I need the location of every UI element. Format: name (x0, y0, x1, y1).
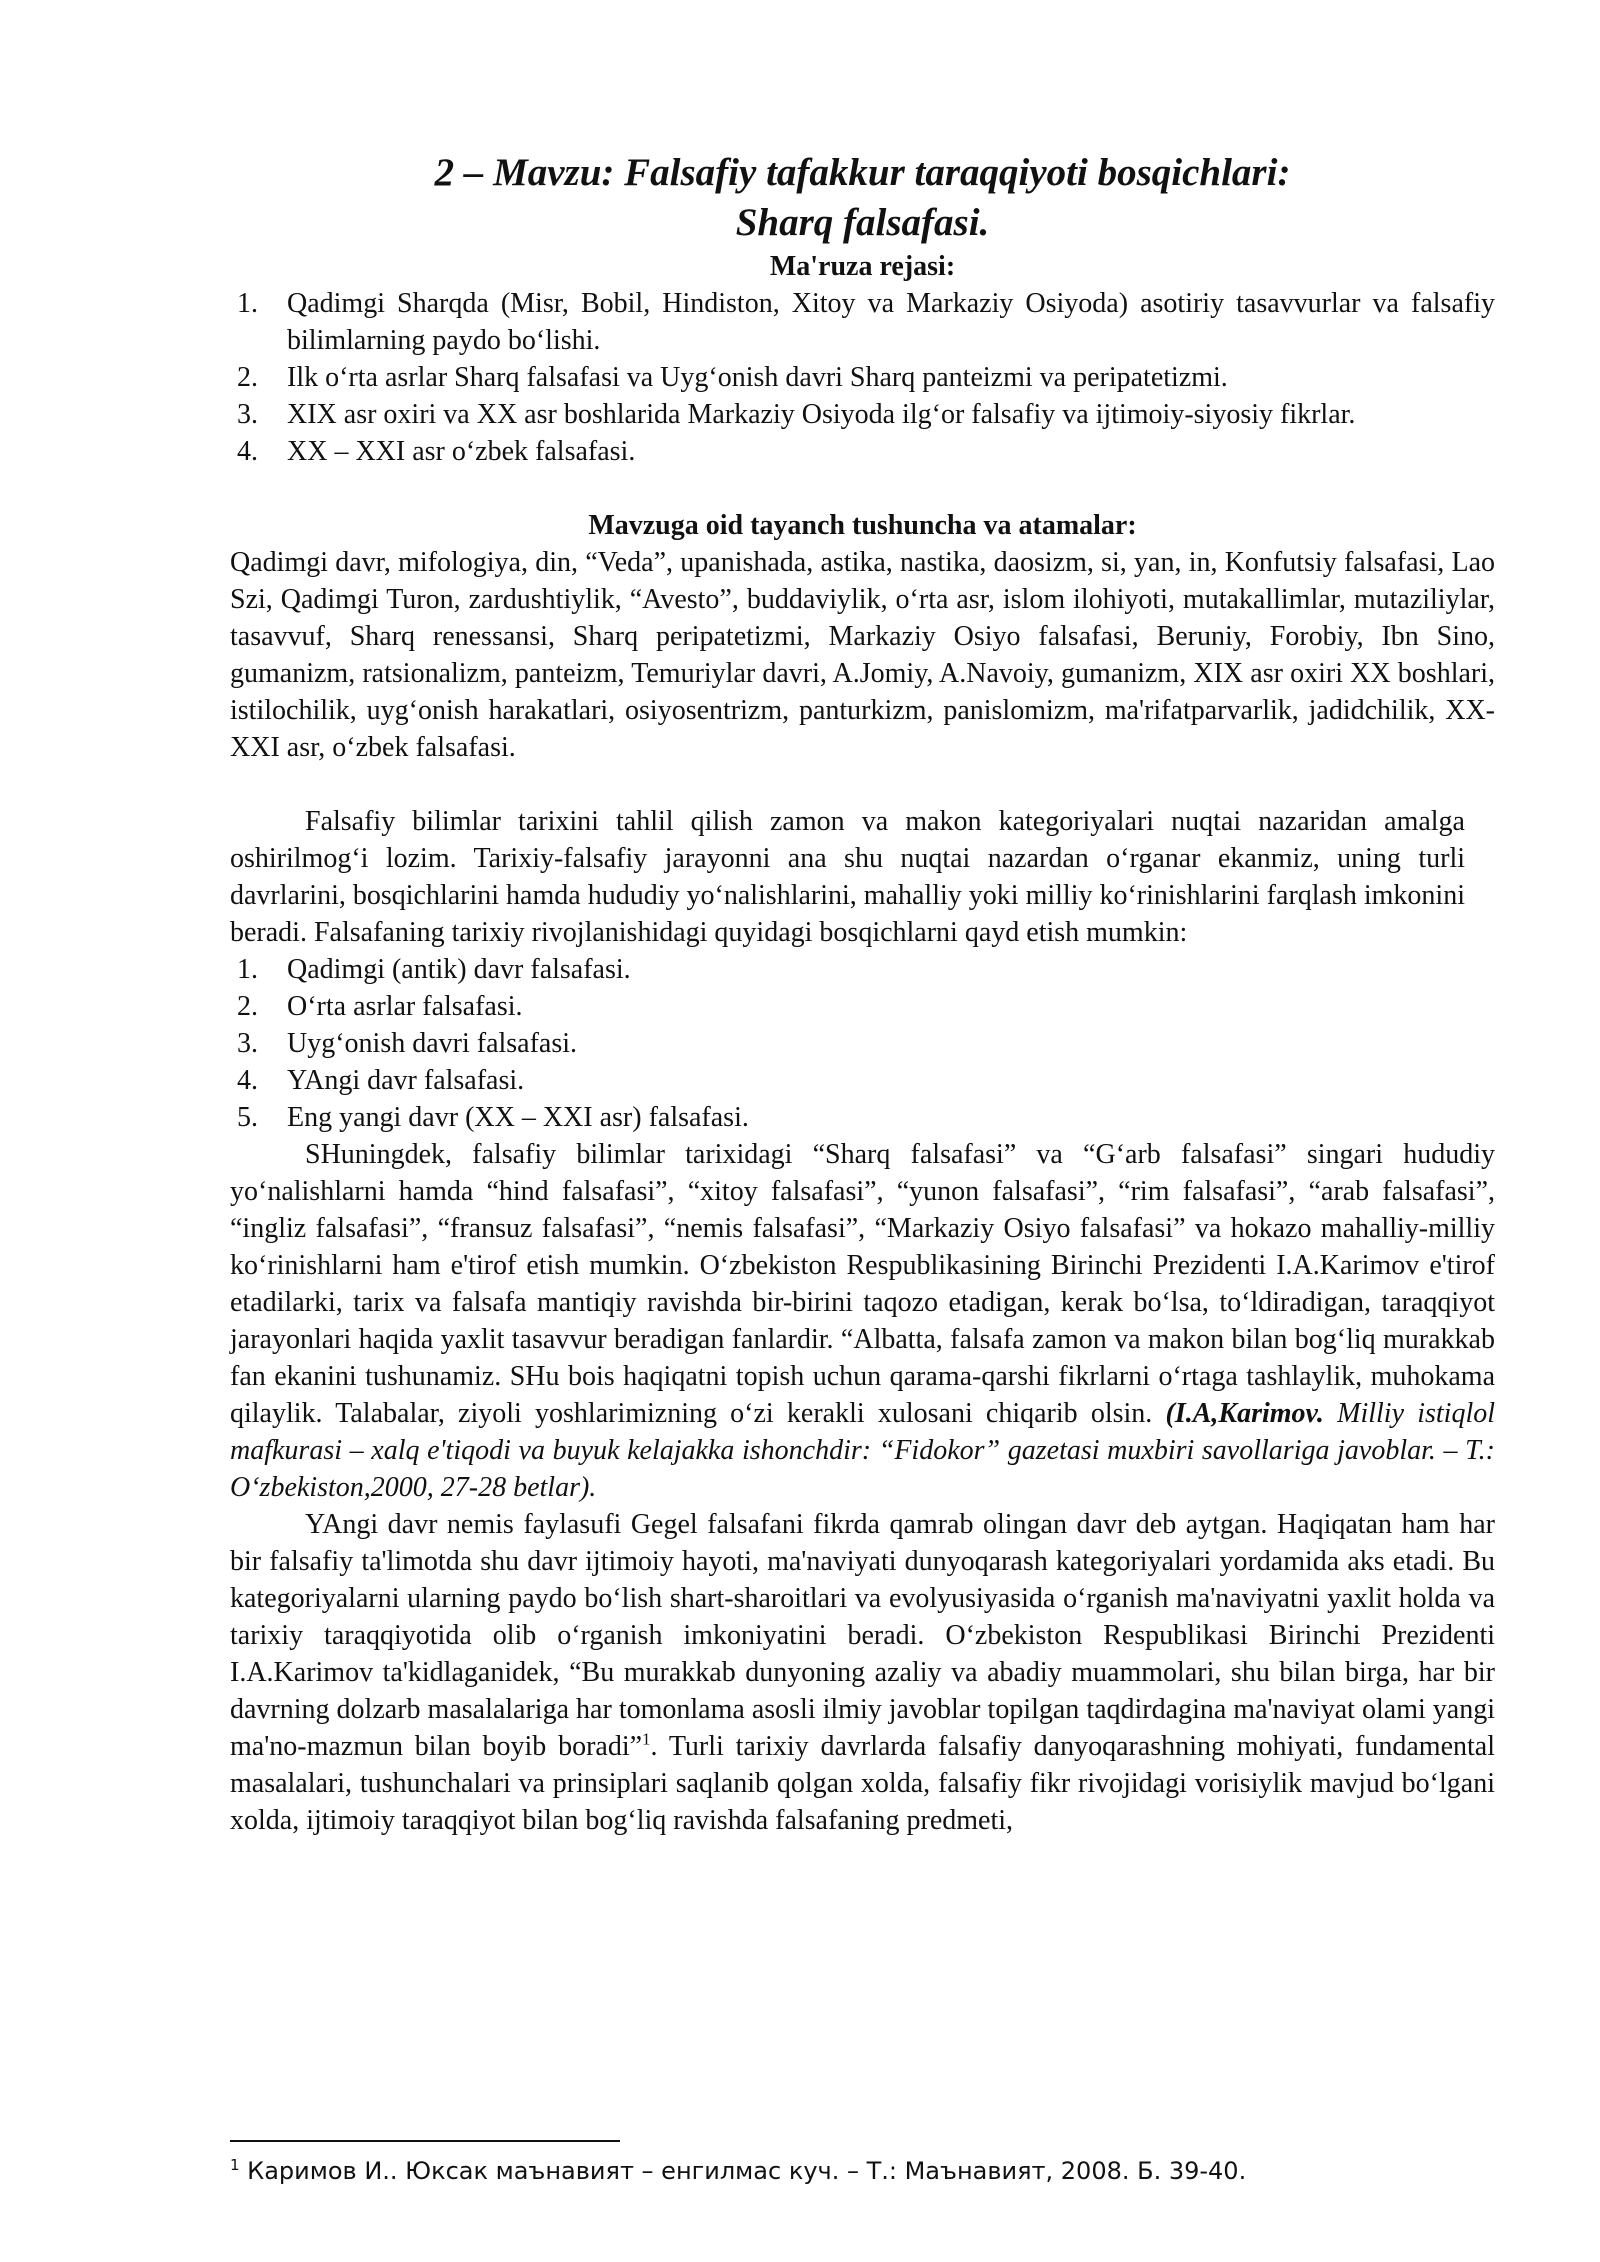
stage-item (230, 1062, 1495, 1099)
keywords-heading: Mavzuga oid tayanch tushuncha va atamalar: (588, 510, 1137, 541)
plan-item (230, 396, 1495, 433)
plan-item (230, 359, 1495, 396)
body-paragraph-3 (230, 1506, 1495, 1839)
body-paragraph-2-text: SHuningdek, falsafiy bilimlar tarixidagi “Sharq falsafasi” va “G‘arb falsafasi” singari hududiy yo‘nalishlarni hamda “hind falsafasi”, “xitoy falsafasi”, “yunon falsafasi”, “rim falsafasi”, “arab falsafasi”, “ingliz falsafasi”, “fransuz falsafasi”, “nemis falsafasi”, “Markaziy Osiyo falsafasi” va hokazo mahalliy-milliy ko‘rinishlarni ham e'tirof etish mumkin. O‘zbekiston Respublikasining Birinchi Prezidenti I.A.Karimov e'tirof etadilarki, tarix va falsafa mantiqiy ravishda bir-birini taqozo etadigan, kerak bo‘lsa, to‘ldiradigan, taraqqiyot jarayonlari haqida yaxlit tasavvur beradigan fanlardir. “Albatta, falsafa zamon va makon bilan bog‘liq murakkab fan ekanini tushunamiz. SHu bois haqiqatni topish uchun qarama-qarshi fikrlarni o‘rtaga tashlaylik, muhokama qilaylik. Talabalar, ziyoli yoshlarimizning o‘zi kerakli xulosani chiqarib olsin. (230, 1139, 1495, 1429)
body-paragraph-2 (230, 1136, 1495, 1506)
page-content (230, 148, 1495, 1839)
stage-item-text: Eng yangi davr (XX – XXI asr) falsafasi. (287, 1102, 749, 1133)
stage-item (230, 988, 1495, 1025)
plan-item-text: XX – XXI asr o‘zbek falsafasi. (287, 436, 636, 467)
plan-item-text: Qadimgi Sharqda (Misr, Bobil, Hindiston, Xitoy va Markaziy Osiyoda) asotiriy tasavvurlar va falsafiy bilimlarning paydo bo‘lishi. (287, 288, 1495, 356)
footnote-separator (230, 2140, 620, 2142)
footnote-mark: 1 (230, 2156, 240, 2174)
title-line-1: 2 – Mavzu: Falsafiy tafakkur taraqqiyoti bosqichlari: (434, 151, 1291, 194)
title-line-2: Sharq falsafasi. (735, 201, 990, 244)
stage-item-text: Uyg‘onish davri falsafasi. (287, 1028, 578, 1059)
keywords-paragraph: Qadimgi davr, mifologiya, din, “Veda”, upanishada, astika, nastika, daosizm, si, yan, in, Konfutsiy falsafasi, Lao Szi, Qadimgi Turon, zardushtiylik, “Avesto”, buddaviylik, o‘rta asr, islom ilohiyoti, mutakallimlar, mutaziliylar, tasavvuf, Sharq renessansi, Sharq peripatetizmi, Markaziy Osiyo falsafasi, Beruniy, Forobiy, Ibn Sino, gumanizm, ratsionalizm, panteizm, Temuriylar davri, A.Jomiy, A.Navoiy, gumanizm, XIX asr oxiri XX boshlari, istilochilik, uyg‘onish harakatlari, osiyosentrizm, panturkizm, panislomizm, ma'rifatparvarlik, jadidchilik, XX-XXI asr, o‘zbek falsafasi. (230, 547, 1495, 763)
body-paragraph-3-continuation: . Turli tarixiy davrlarda falsafiy danyoqarashning mohiyati, fundamental masalalari, tushunchalari va prinsiplari saqlanib qolgan xolda, falsafiy fikr rivojidagi vorisiylik mavjud bo‘lgani xolda, ijtimoiy taraqqiyot bilan bog‘liq ravishda falsafaning predmeti, (230, 1731, 1496, 1836)
citation-author: (I.A,Karimov. (1165, 1398, 1324, 1429)
stages-list (230, 951, 1495, 1136)
stage-item-text: YAngi davr falsafasi. (287, 1065, 525, 1096)
stage-item-text: Qadimgi (antik) davr falsafasi. (287, 954, 631, 985)
footnote-reference[interactable]: 1 (642, 1729, 651, 1749)
plan-item (230, 433, 1495, 470)
stage-item-number: 2. (237, 991, 258, 1022)
footnote-text: Каримов И.. Юксак маънавият – енгилмас куч. – Т.: Маънавият, 2008. Б. 39-40. (239, 2157, 1247, 2185)
citation-source: Milliy istiqlol mafkurasi – xalq e'tiqodi va buyuk kelajakka ishonchdir: “Fidokor” gazetasi muxbiri savollariga javoblar. – T.: O‘zbekiston,2000, 27-28 betlar). (230, 1398, 1495, 1503)
plan-item-number: 2. (237, 362, 258, 393)
plan-item-number: 4. (237, 436, 258, 467)
plan-item-text: Ilk o‘rta asrlar Sharq falsafasi va Uyg‘onish davri Sharq panteizmi va peripatetizmi. (287, 362, 1228, 393)
stage-item-text: O‘rta asrlar falsafasi. (287, 991, 523, 1022)
stage-item (230, 951, 1495, 988)
document-title (230, 148, 1495, 248)
body-paragraph-1: Falsafiy bilimlar tarixini tahlil qilish zamon va makon kategoriyalari nuqtai nazaridan amalga oshirilmog‘i lozim. Tarixiy-falsafiy jarayonni ana shu nuqtai nazardan o‘rganar ekanmiz, uning turli davrlarini, bosqichlarini hamda hududiy yo‘nalishlarini, mahalliy yoki milliy ko‘rinishlarini farqlash imkonini beradi. Falsafaning tarixiy rivojlanishidagi quyidagi bosqichlarni qayd etish mumkin: (230, 806, 1465, 948)
body-paragraph-3-text: YAngi davr nemis faylasufi Gegel falsafani fikrda qamrab olingan davr deb aytgan. Haqiqatan ham har bir falsafiy ta'limotda shu davr ijtimoiy hayoti, ma'naviyati dunyoqarash kategoriyalari yordamida aks etadi. Bu kategoriyalarni ularning paydo bo‘lish shart-sharoitlari va evolyusiyasida o‘rganish ma'naviyatni yaxlit holda va tarixiy taraqqiyotida olib o‘rganish imkoniyatini beradi. O‘zbekiston Respublikasi Birinchi Prezidenti I.A.Karimov ta'kidlaganidek, “Bu murakkab dunyoning azaliy va abadiy muammolari, shu bilan birga, har bir davrning dolzarb masalalariga har tomonlama asosli ilmiy javoblar topilgan taqdirdagina ma'naviyat olami yangi ma'no-mazmun bilan boyib boradi” (230, 1509, 1495, 1762)
stage-item (230, 1025, 1495, 1062)
stage-item-number: 1. (237, 954, 258, 985)
plan-item-number: 1. (237, 288, 258, 319)
plan-item-text: XIX asr oxiri va XX asr boshlarida Markaziy Osiyoda ilg‘or falsafiy va ijtimoiy-siyosiy fikrlar. (287, 399, 1356, 430)
stage-item (230, 1099, 1495, 1136)
stage-item-number: 3. (237, 1028, 258, 1059)
footnote (230, 2156, 1246, 2186)
lecture-plan-list (230, 285, 1495, 470)
stage-item-number: 4. (237, 1065, 258, 1096)
plan-item (230, 285, 1495, 359)
lecture-plan-heading: Ma'ruza rejasi: (769, 251, 956, 282)
plan-item-number: 3. (237, 399, 258, 430)
stage-item-number: 5. (237, 1102, 258, 1133)
